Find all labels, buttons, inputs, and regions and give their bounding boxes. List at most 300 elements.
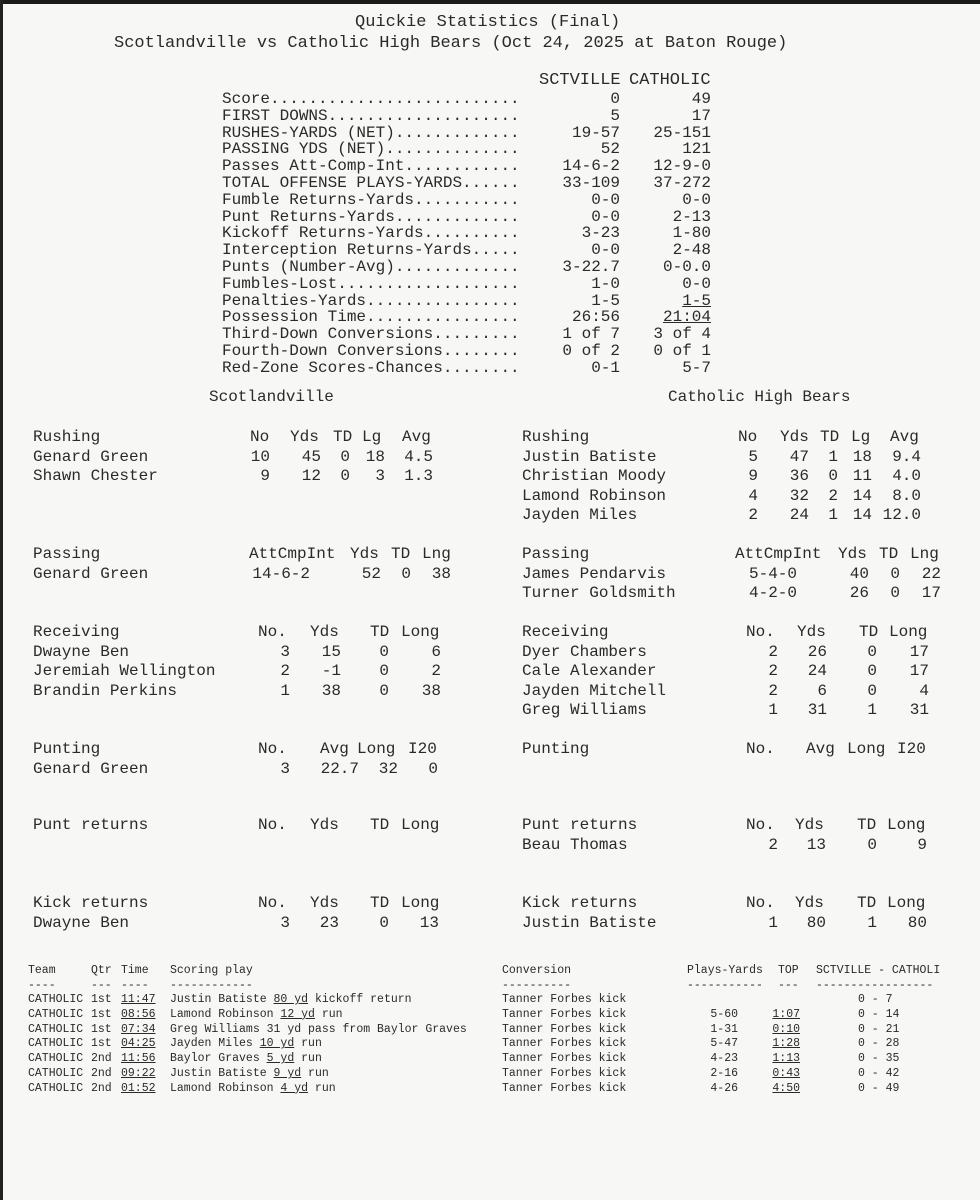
away-team-heading: Catholic High Bears [668,388,851,406]
scoring-top: 1:28 [772,1037,800,1051]
passing-header: Lng [422,545,451,563]
kick-returns-header: No. [746,894,775,912]
player-stat-yds: 38 [321,681,341,700]
home-team-heading: Scotlandville [209,388,334,406]
player-stat-lng: 38 [421,681,441,700]
scoring-header-conversion: Conversion [502,964,572,977]
punt-returns-header: No. [746,816,775,834]
scoring-play-type: run [301,1067,329,1080]
player-stat-avg: 1.3 [404,467,433,485]
player-stat-no: 9 [260,467,270,485]
player-stat-no: 2 [768,662,778,680]
scoring-plays-yards: 4-26 [710,1081,738,1095]
passing-header: Yds [350,545,379,563]
scoring-play-type: run [308,1081,336,1095]
player-stat-aci: 5-4-0 [748,564,797,583]
player-stat-td: 0 [867,642,877,661]
scoring-play [170,1082,336,1097]
team-stat-sctville-value: 1 of 7 [562,325,620,344]
team-stat-sctville-value: 33-109 [562,174,620,192]
rushing-header: Avg [890,428,919,446]
punting-header: I20 [897,740,926,758]
scoring-play-type: run [294,1037,322,1051]
player-stat-td: 1 [867,701,877,719]
team-stat-sctville-value: 3-22.7 [562,258,620,276]
team-stat-catholic-value: 0-0 [682,190,711,209]
team-stat-label: Interception Returns-Yards..... [222,241,520,260]
punt-returns-header: Long [887,816,926,834]
scoring-running-score: 0 - 7 [858,993,893,1006]
team-stat-label: Passes Att-Comp-Int............ [222,157,520,176]
player-stat-yds: 26 [849,584,869,602]
player-stat-lng: 2 [431,662,441,680]
player-name: Lamond Robinson [522,486,667,505]
scoring-play [170,1067,329,1082]
scoring-rule: ----------- [687,979,763,992]
receiving-header: Long [401,623,440,641]
player-name: Dyer Chambers [522,642,647,661]
player-stat-lng: 32 [378,759,398,778]
player-stat-no: 3 [280,642,290,661]
player-stat-lng: 17 [909,642,929,661]
rushing-header: TD [820,428,840,446]
team-stat-catholic-value: 1-5 [682,291,711,310]
scoring-plays-yards: 5-47 [710,1037,738,1051]
team-stat-label: Penalties-Yards................ [222,291,520,310]
kick-returns-home-label: Kick returns [33,894,149,912]
team-stat-catholic-value: 0 of 1 [653,342,711,360]
punting-header: No. [258,740,287,758]
receiving-header: TD [859,623,879,641]
scoring-rule: ---- [28,979,56,992]
player-stat-no: 9 [748,467,758,485]
player-stat-i20: 0 [428,759,438,778]
receiving-header: No. [258,623,287,641]
receiving-home-label: Receiving [33,623,120,641]
player-stat-lg: 14 [852,506,872,524]
scoring-play [170,993,412,1008]
player-stat-lng: 6 [431,642,441,661]
scoring-qtr: 1st [91,1007,112,1021]
team-stat-catholic-value: 21:04 [662,308,711,327]
player-stat-yds: 31 [807,701,827,719]
scan-edge-left [0,0,3,1200]
scoring-running-score: 0 - 42 [858,1067,900,1080]
player-stat-td: 0 [828,467,838,485]
player-stat-lng: 4 [919,681,929,700]
player-name: Justin Batiste [522,913,657,932]
receiving-header: No. [746,623,775,641]
punting-header: No. [746,740,775,758]
player-stat-yds: 47 [789,447,809,466]
scoring-time: 11:56 [121,1052,156,1066]
rushing-header: Yds [780,428,809,446]
team-stat-sctville-value: 0-1 [591,358,620,377]
player-stat-lng: 17 [909,662,929,680]
player-name: Jayden Mitchell [522,681,667,700]
player-stat-avg: 9.4 [892,447,921,466]
player-stat-lng: 17 [921,584,941,602]
player-stat-yds: 40 [849,564,869,583]
team-stat-sctville-value: 1-0 [591,274,620,293]
player-name: Dwayne Ben [33,642,130,661]
passing-header: AttCmpInt [249,545,336,563]
player-name: Justin Batiste [522,447,657,466]
player-name: Genard Green [33,759,149,778]
player-stat-lg: 18 [365,447,385,466]
punt-returns-away-label: Punt returns [522,816,638,834]
player-stat-yds: -1 [321,662,341,680]
player-stat-avg: 4.5 [404,447,433,466]
rushing-away-label: Rushing [522,428,590,446]
player-stat-lng: 80 [907,913,927,932]
player-name: Jeremiah Wellington [33,662,216,680]
player-stat-yds: 24 [807,662,827,680]
scoring-play-yards: 12 yd [280,1007,315,1021]
team-stat-label: Possession Time................ [222,308,520,327]
scoring-play-type: run [294,1052,322,1066]
scoring-time: 11:47 [121,993,156,1006]
receiving-header: Long [889,623,928,641]
scoring-play-text: Lamond Robinson [170,1081,281,1095]
team-stat-sctville-value: 19-57 [571,123,620,142]
scoring-conversion: Tanner Forbes kick [502,993,627,1006]
kick-returns-header: Yds [795,894,824,912]
scoring-qtr: 2nd [91,1067,112,1080]
player-stat-avg: 8.0 [892,486,921,505]
rushing-header: Lg [362,428,382,446]
scoring-team: CATHOLIC [28,1067,84,1080]
scoring-play-text: Greg Williams 31 yd pass from Baylor Graves [170,1022,467,1036]
player-stat-no: 2 [768,681,778,700]
passing-header: AttCmpInt [735,545,822,563]
scoring-rule: --- [778,979,799,992]
punt-returns-header: Long [401,816,440,834]
player-name: James Pendarvis [522,564,667,583]
player-name: Genard Green [33,447,149,466]
team-stat-catholic-value: 25-151 [653,123,711,142]
scoring-play-text: Lamond Robinson [170,1007,281,1021]
scoring-header-play: Scoring play [170,964,253,977]
player-stat-no: 4 [748,486,758,505]
punt-returns-header: Yds [795,816,824,834]
scoring-qtr: 1st [91,1037,112,1051]
team-stat-label: Punts (Number-Avg)............. [222,258,520,276]
passing-header: TD [391,545,411,563]
player-stat-td: 0 [890,584,900,602]
player-stat-td: 0 [867,835,877,854]
passing-away-label: Passing [522,545,590,563]
scoring-play-type: kickoff return [308,993,412,1006]
team-stat-sctville-value: 5 [610,106,620,125]
player-stat-td: 2 [828,486,838,505]
scoring-play-text: Justin Batiste [170,993,274,1006]
scoring-conversion: Tanner Forbes kick [502,1052,627,1066]
kick-returns-header: TD [857,894,877,912]
player-stat-no: 10 [250,447,270,466]
team-stat-label: Score.......................... [222,90,520,108]
scoring-rule: ------------ [170,979,253,992]
player-stat-avg: 22.7 [320,759,359,778]
receiving-away-label: Receiving [522,623,609,641]
team-stat-catholic-value: 1-80 [672,224,711,243]
scoring-header-time: Time [121,964,149,977]
player-stat-aci: 4-2-0 [748,584,797,602]
team-stat-catholic-value: 12-9-0 [653,157,711,176]
scoring-plays-yards: 4-23 [710,1052,738,1066]
team-stat-sctville-value: 0-0 [591,241,620,260]
player-stat-td: 1 [867,913,877,932]
rushing-home-label: Rushing [33,428,101,446]
player-stat-td: 0 [401,564,411,583]
player-stat-avg: 4.0 [892,467,921,485]
team-stat-label: Kickoff Returns-Yards.......... [222,224,520,243]
player-stat-td: 0 [379,662,389,680]
punting-header: Long [847,740,886,758]
team-stat-sctville-value: 14-6-2 [562,157,620,176]
player-name: Christian Moody [522,467,667,485]
punt-returns-header: TD [857,816,877,834]
player-stat-yds: 45 [301,447,321,466]
team-stats-col-sctville: SCTVILLE [539,71,621,90]
scoring-time: 01:52 [121,1081,156,1095]
scoring-top: 4:50 [772,1081,800,1095]
rushing-header: Avg [402,428,431,446]
punting-header: Avg [806,740,835,758]
scoring-time: 09:22 [121,1067,156,1080]
kick-returns-header: Yds [310,894,339,912]
scoring-play-text: Jayden Miles [170,1037,260,1051]
scoring-team: CATHOLIC [28,1022,84,1036]
kick-returns-header: No. [258,894,287,912]
player-stat-td: 0 [867,662,877,680]
scoring-running-score: 0 - 35 [858,1052,900,1066]
player-stat-td: 0 [867,681,877,700]
team-stat-catholic-value: 2-13 [672,207,711,226]
passing-header: TD [879,545,899,563]
player-stat-no: 3 [280,759,290,778]
passing-home-label: Passing [33,545,101,563]
team-stat-sctville-value: 0-0 [591,190,620,209]
team-stat-catholic-value: 2-48 [672,241,711,260]
player-stat-yds: 32 [789,486,809,505]
player-stat-lng: 31 [909,701,929,719]
kick-returns-header: Long [887,894,926,912]
team-stat-label: PASSING YDS (NET).............. [222,140,520,159]
player-stat-no: 2 [280,662,290,680]
rushing-header: TD [333,428,353,446]
scoring-play-text: Justin Batiste [170,1067,274,1080]
kick-returns-header: Long [401,894,440,912]
scoring-play-yards: 10 yd [259,1037,295,1051]
team-stat-sctville-value: 0-0 [591,207,620,226]
player-stat-yds: 80 [806,913,826,932]
player-stat-lng: 13 [419,913,439,932]
player-stat-lg: 3 [375,467,385,485]
scoring-rule: --- [91,979,112,992]
scoring-team: CATHOLIC [28,1081,84,1095]
scoring-rule: ---- [121,979,149,992]
player-stat-yds: 36 [789,467,809,485]
scoring-qtr: 2nd [91,1052,112,1066]
punt-returns-header: TD [370,816,390,834]
page-title: Quickie Statistics (Final) [355,13,621,32]
player-stat-yds: 12 [301,467,321,485]
punting-header: Long [357,740,396,758]
player-name: Genard Green [33,564,149,583]
passing-header: Lng [910,545,939,563]
player-stat-lg: 14 [852,486,872,505]
player-name: Cale Alexander [522,662,657,680]
punting-away-label: Punting [522,740,590,758]
scoring-running-score: 0 - 49 [858,1081,900,1095]
player-stat-td: 0 [340,447,350,466]
scoring-qtr: 2nd [91,1081,112,1095]
scoring-play-text: Baylor Graves [170,1052,267,1066]
scoring-team: CATHOLIC [28,1052,84,1066]
player-stat-yds: 15 [321,642,341,661]
scoring-time: 08:56 [121,1007,156,1021]
player-stat-lng: 22 [921,564,941,583]
scoring-play [170,1023,467,1038]
player-stat-yds: 52 [361,564,381,583]
player-stat-td: 1 [828,506,838,524]
team-stat-sctville-value: 52 [600,140,620,159]
player-stat-lng: 9 [917,835,927,854]
scoring-play-type: run [314,1007,343,1021]
scoring-conversion: Tanner Forbes kick [502,1022,627,1036]
player-stat-yds: 23 [319,913,339,932]
scoring-play [170,1008,343,1023]
rushing-header: Lg [851,428,871,446]
scoring-play-yards: 80 yd [273,993,309,1006]
player-stat-no: 1 [768,913,778,932]
scoring-top: 0:10 [772,1022,800,1036]
team-stats-col-catholic: CATHOLIC [629,71,711,90]
player-stat-no: 1 [768,701,778,719]
receiving-header: TD [370,623,390,641]
scoring-plays-yards: 5-60 [710,1007,738,1021]
team-stat-catholic-value: 49 [691,90,711,108]
team-stat-label: Red-Zone Scores-Chances........ [222,358,520,377]
scoring-top: 0:43 [772,1067,800,1080]
scoring-running-score: 0 - 21 [858,1022,900,1036]
punting-header: I20 [408,740,437,758]
team-stat-catholic-value: 0-0 [682,274,711,293]
rushing-header: Yds [290,428,319,446]
player-stat-no: 2 [768,642,778,661]
player-stat-no: 3 [280,913,290,932]
scoring-rule: ----------------- [816,979,934,992]
team-stat-catholic-value: 37-272 [653,174,711,192]
scoring-team: CATHOLIC [28,993,84,1006]
team-stat-label: Fumbles-Lost................... [222,274,520,293]
player-stat-lng: 38 [431,564,451,583]
scan-edge-top [0,0,980,4]
team-stat-sctville-value: 0 [610,90,620,108]
scoring-header-team: Team [28,964,56,977]
scoring-plays-yards: 2-16 [710,1067,738,1080]
team-stat-label: RUSHES-YARDS (NET)............. [222,123,520,142]
scoring-top: 1:07 [772,1007,800,1021]
scoring-qtr: 1st [91,1022,112,1036]
scoring-play-yards: 5 yd [266,1052,295,1066]
page-subtitle: Scotlandville vs Catholic High Bears (Oct 24, 2025 at Baton Rouge) [114,34,788,53]
rushing-header: No [738,428,758,446]
team-stat-label: Punt Returns-Yards............. [222,207,520,226]
player-name: Beau Thomas [522,835,628,854]
punt-returns-header: No. [258,816,287,834]
scoring-conversion: Tanner Forbes kick [502,1007,627,1021]
scoring-header-score: SCTVILLE - CATHOLI [816,964,941,977]
player-stat-no: 1 [280,681,290,700]
rushing-header: No [250,428,270,446]
punt-returns-header: Yds [310,816,339,834]
scoring-running-score: 0 - 28 [858,1037,900,1051]
passing-header: Yds [838,545,867,563]
team-stat-label: Fourth-Down Conversions........ [222,342,520,360]
player-name: Jayden Miles [522,506,638,524]
team-stat-catholic-value: 17 [691,106,711,125]
scoring-header-top: TOP [778,964,799,977]
player-name: Brandin Perkins [33,681,178,700]
team-stat-catholic-value: 3 of 4 [653,325,711,344]
receiving-header: Yds [310,623,339,641]
player-stat-no: 2 [768,835,778,854]
player-stat-td: 0 [340,467,350,485]
scoring-running-score: 0 - 14 [858,1007,900,1021]
scoring-play-yards: 4 yd [280,1081,309,1095]
team-stat-catholic-value: 121 [682,140,711,159]
punt-returns-home-label: Punt returns [33,816,149,834]
player-stat-td: 0 [379,681,389,700]
player-stat-td: 1 [828,447,838,466]
team-stat-label: FIRST DOWNS.................... [222,106,520,125]
team-stat-label: Fumble Returns-Yards........... [222,190,520,209]
punting-home-label: Punting [33,740,101,758]
scoring-team: CATHOLIC [28,1007,84,1021]
scoring-conversion: Tanner Forbes kick [502,1067,627,1080]
team-stat-label: Third-Down Conversions......... [222,325,520,344]
player-stat-no: 5 [748,447,758,466]
scoring-play-yards: 9 yd [273,1067,302,1080]
scoring-plays-yards: 1-31 [710,1022,738,1036]
scoring-team: CATHOLIC [28,1037,84,1051]
player-stat-td: 0 [379,642,389,661]
team-stat-sctville-value: 26:56 [571,308,620,327]
player-name: Turner Goldsmith [522,584,676,602]
scoring-conversion: Tanner Forbes kick [502,1037,627,1051]
player-stat-yds: 13 [806,835,826,854]
kick-returns-away-label: Kick returns [522,894,638,912]
player-stat-avg: 12.0 [882,506,921,524]
punting-header: Avg [320,740,349,758]
team-stat-sctville-value: 1-5 [591,291,620,310]
scoring-top: 1:13 [772,1052,800,1066]
player-stat-lg: 11 [852,467,872,485]
scoring-rule: ---------- [502,979,572,992]
team-stat-catholic-value: 5-7 [682,358,711,377]
team-stat-catholic-value: 0-0.0 [662,258,711,276]
player-stat-td: 0 [379,913,389,932]
team-stat-sctville-value: 0 of 2 [562,342,620,360]
scoring-qtr: 1st [91,993,112,1006]
scoring-header-plays-yards: Plays-Yards [687,964,763,977]
scoring-time: 07:34 [121,1022,156,1036]
player-stat-td: 0 [890,564,900,583]
player-name: Dwayne Ben [33,913,130,932]
scoring-conversion: Tanner Forbes kick [502,1081,627,1095]
